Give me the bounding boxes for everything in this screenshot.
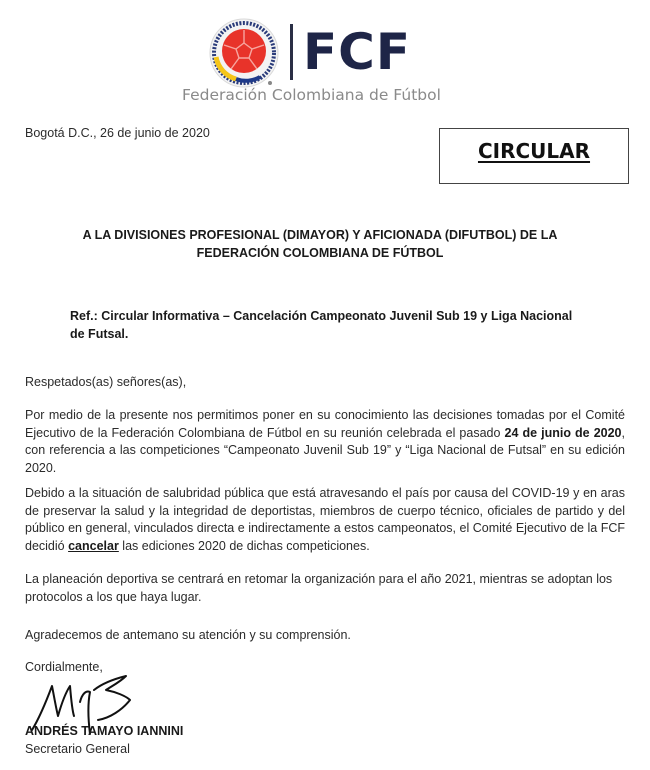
- salutation: Respetados(as) señores(as),: [25, 375, 187, 389]
- paragraph-2-text-b: las ediciones 2020 de dichas competiciones.: [118, 538, 370, 553]
- signer-title: Secretario General: [25, 742, 130, 756]
- logo-divider: [290, 24, 293, 80]
- paragraph-1: [25, 407, 625, 477]
- paragraph-2-text-a: Debido a la situación de salubridad pública que está atravesando el país por causa del COVID-19 y en aras de preservar la salud y la integridad de deportistas, miembros de cuerpo técnico, oficiales de partido y del público en general, vinculados directa e indirectamente a estos campeonatos, el Comité Ejecutivo de la FCF decidió: [25, 486, 625, 553]
- paragraph-3: La planeación deportiva se centrará en retomar la organización para el año 2021, mientras se adoptan los protocolos a los que haya lugar.: [25, 572, 613, 604]
- paragraph-1-text-a: Por medio de la presente nos permitimos poner en su conocimiento las decisiones tomadas por el Comité Ejecutivo de la Federación Colombiana de Fútbol en su reunión celebrada el pasado: [25, 408, 625, 440]
- meeting-date-bold: 24 de junio de 2020: [504, 425, 622, 440]
- document-type-box: [439, 128, 629, 184]
- fcf-crest-icon: [208, 17, 280, 89]
- reference-line: Ref.: Circular Informativa – Cancelación Campeonato Juvenil Sub 19 y Liga Nacional de Futsal.: [70, 309, 573, 341]
- logo-acronym: FCF: [303, 23, 412, 81]
- cancel-emphasis: cancelar: [68, 538, 119, 553]
- signer-name: ANDRÉS TAMAYO IANNINI: [25, 724, 184, 738]
- date-line: Bogotá D.C., 26 de junio de 2020: [25, 126, 210, 140]
- paragraph-2: [25, 485, 625, 555]
- closing: Cordialmente,: [25, 660, 103, 674]
- addressee: A LA DIVISIONES PROFESIONAL (DIMAYOR) Y AFICIONADA (DIFUTBOL) DE LA FEDERACIÓN COLOMBIANA DE FÚTBOL: [82, 228, 558, 260]
- document-type-label: CIRCULAR: [477, 139, 591, 163]
- logo-full-name: Federación Colombiana de Fútbol: [182, 86, 441, 104]
- paragraph-1-text-b: , con referencia a las competiciones “Campeonato Juvenil Sub 19” y “Liga Nacional de Futsal” en su edición 2020.: [25, 425, 625, 475]
- paragraph-4: Agradecemos de antemano su atención y su comprensión.: [25, 628, 351, 642]
